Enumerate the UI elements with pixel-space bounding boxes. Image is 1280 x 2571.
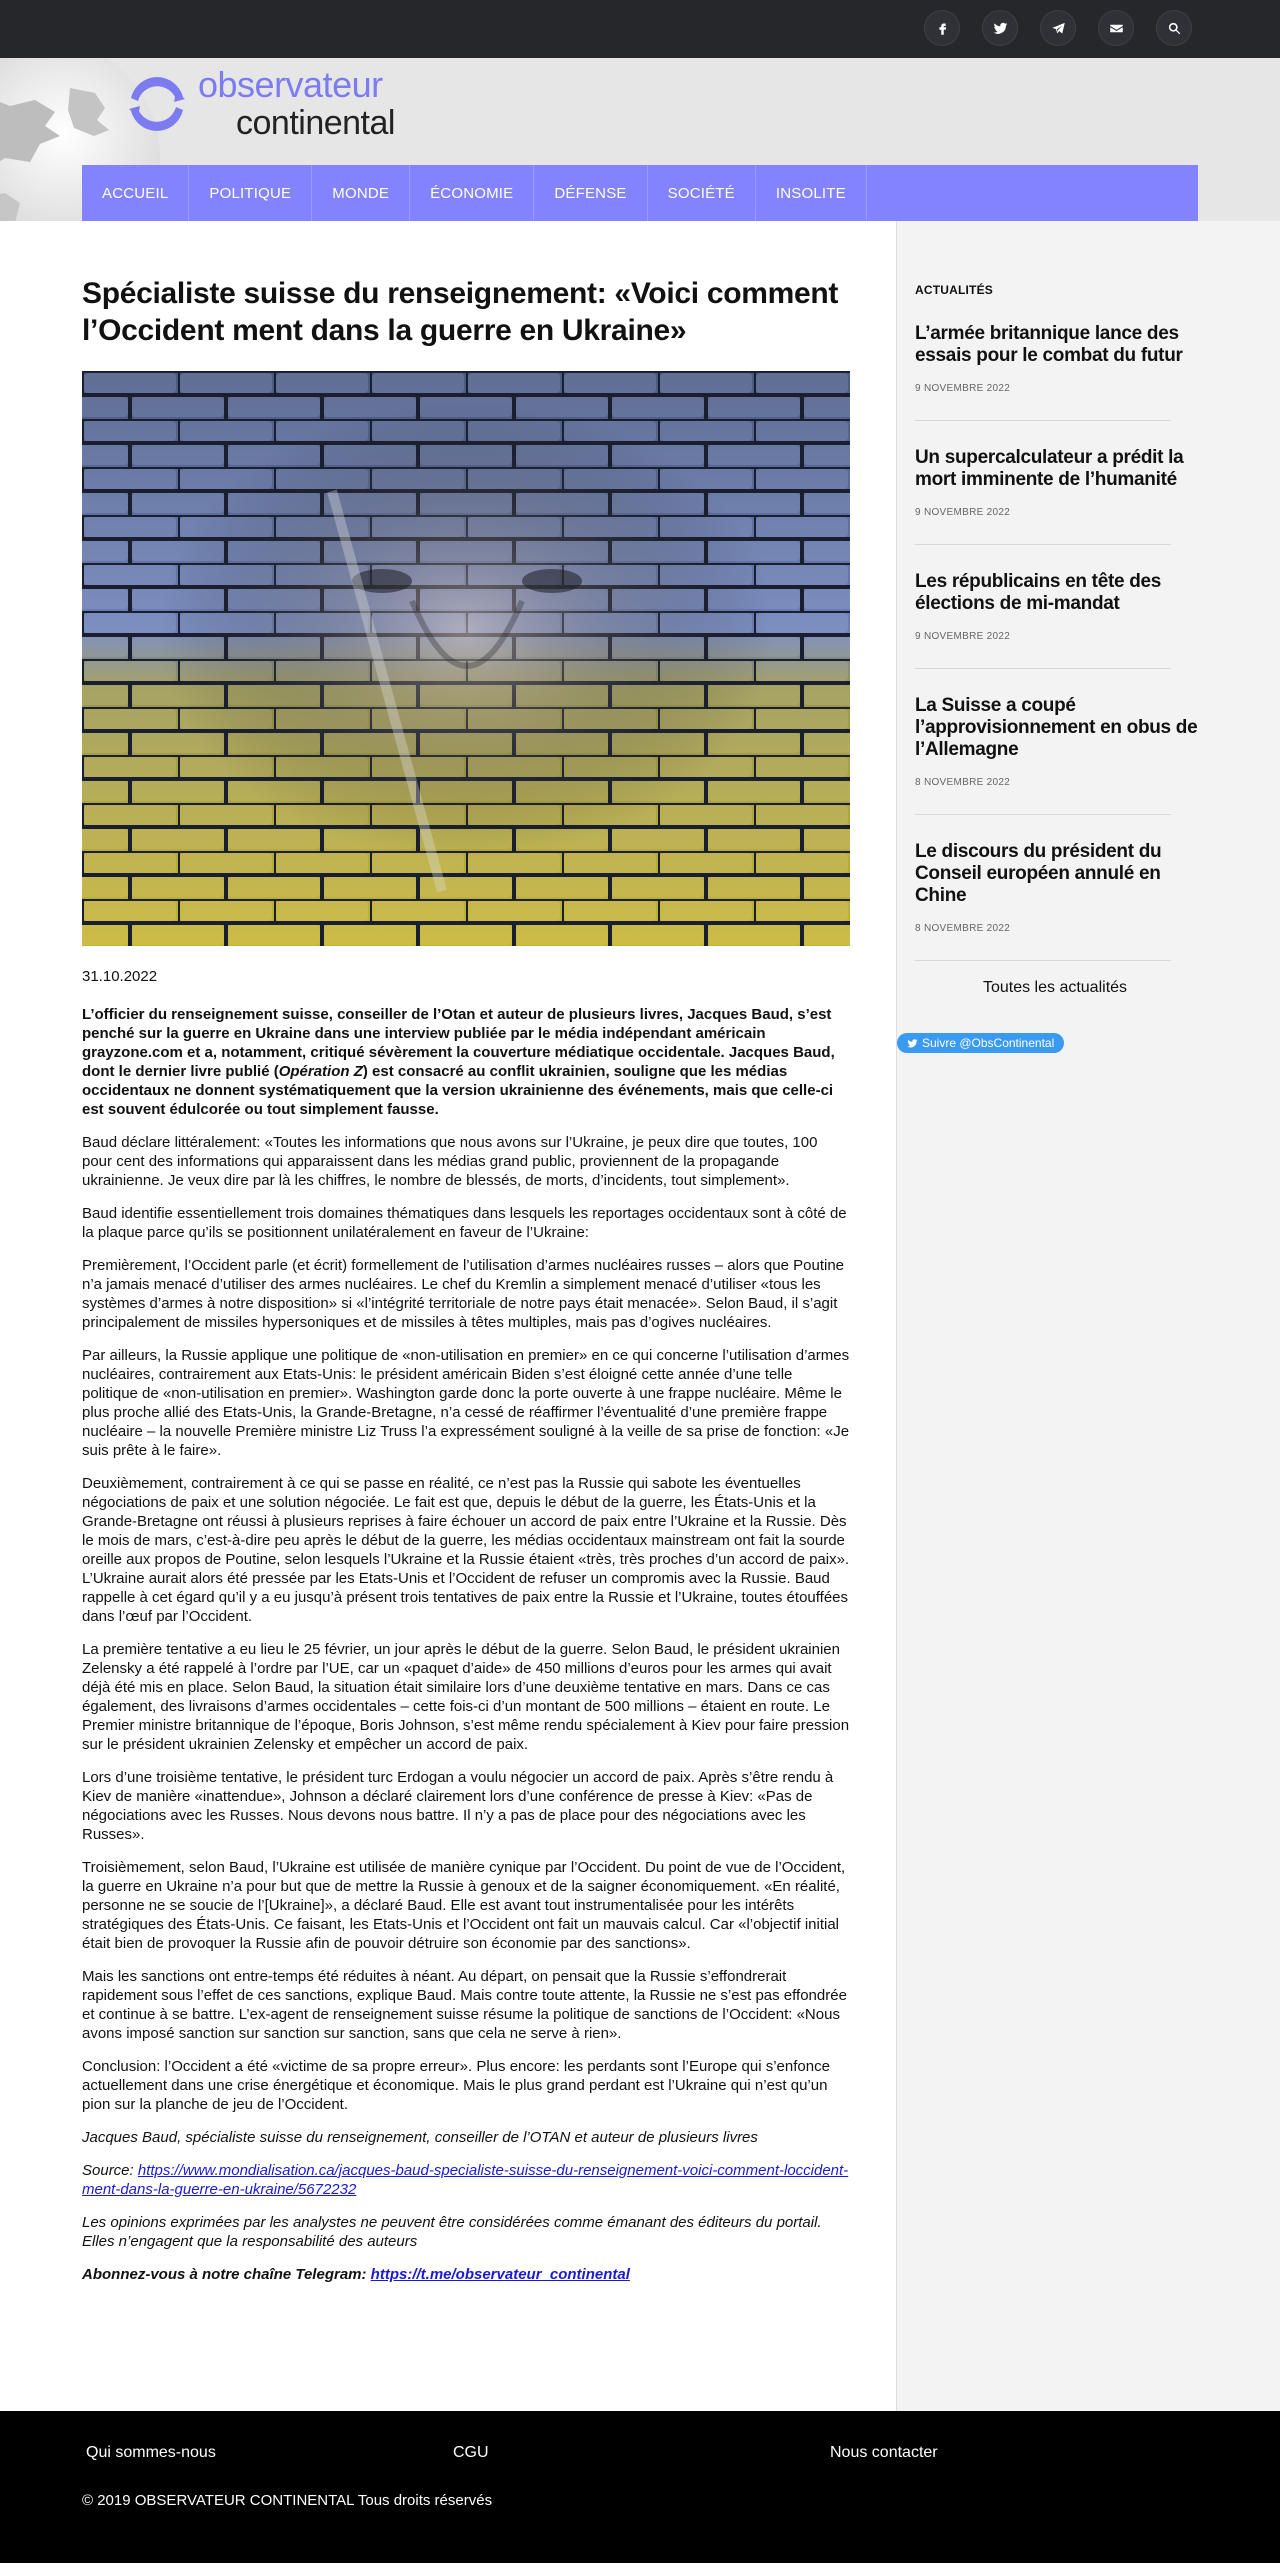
- article-paragraph: Baud identifie essentiellement trois domaines thématiques dans lesquels les reportages occidentaux sont à côté de la plaque parce qu’ils se positionnent unilatéralement en faveur de l’Ukraine:: [82, 1205, 847, 1241]
- article-paragraph: Mais les sanctions ont entre-temps été réduites à néant. Au départ, on pensait que la Russie s’effondrerait rapidement sous l’effet de ces sanctions, explique Baud. Mais contre toute attente, la Russie ne s’est pas effondrée et continue à se battre. L’ex-agent de renseignement suisse résume la politique de sanctions de l’Occident: «Nous avons imposé sanction sur sanction sur sanction, sans que cela ne serve à rien».: [82, 1968, 847, 2042]
- sidebar-heading: ACTUALITÉS: [915, 283, 993, 297]
- search-icon: [1167, 21, 1182, 36]
- article-paragraph: Par ailleurs, la Russie applique une politique de «non-utilisation en premier» en ce qui concerne l’utilisation d’armes nucléaires, contrairement aux Etats-Unis: le président américain Biden s’est éloigné cette année d’une telle politique de «non-utilisation en premier». Washington garde donc la porte ouverte à une frappe nucléaire. Même le plus proche allié des Etats-Unis, la Grande-Bretagne, n’a cessé de réaffirmer l’éventualité d’une première frappe nucléaire – la nouvelle Première ministre Liz Truss l’a expressément souligné à la veille de sa prise de fonction: «Je suis prête à le faire».: [82, 1347, 850, 1459]
- news-item[interactable]: [915, 545, 1171, 669]
- news-item[interactable]: [915, 297, 1183, 421]
- telegram-label: Abonnez-vous à notre chaîne Telegram:: [82, 2266, 371, 2283]
- logo-text-line1: observateur: [198, 64, 383, 105]
- news-date: 9 NOVEMBRE 2022: [915, 631, 1011, 642]
- all-news-link[interactable]: Toutes les actualités: [982, 979, 1128, 996]
- article-lead: [82, 1005, 850, 1119]
- search-button[interactable]: [1156, 10, 1192, 46]
- logo-arrows-icon: [124, 71, 190, 137]
- twitter-link[interactable]: [982, 10, 1018, 46]
- lead-text-2: ) est consacré au conflit ukrainien, souligne que les médias occidentaux ne donnent systématiquement que la version ukrainienne des événements, mais que celle-ci est souvent édulcorée ou tout simplement fausse.: [82, 1063, 834, 1118]
- article-body: [82, 1005, 896, 2284]
- news-item[interactable]: [915, 421, 1184, 545]
- news-title[interactable]: Les républicains en tête des élections de mi-mandat: [915, 571, 1162, 614]
- nav-defense[interactable]: DÉFENSE: [534, 165, 647, 221]
- nav-accueil[interactable]: ACCUEIL: [82, 165, 189, 221]
- main-nav: [82, 165, 1198, 221]
- mail-icon: [1109, 21, 1124, 36]
- twitter-follow-button[interactable]: [897, 1033, 1064, 1053]
- telegram-link[interactable]: [1040, 10, 1076, 46]
- article-paragraph: Conclusion: l’Occident a été «victime de sa propre erreur». Plus encore: les perdants sont l’Europe qui s’enfonce actuellement dans une crise énergétique et économique. Mais le plus grand perdant est l’Ukraine qui n’est qu’un pion sur la planche de jeu de l’Occident.: [82, 2058, 830, 2113]
- article-paragraph: Premièrement, l’Occident parle (et écrit) formellement de l’utilisation d’armes nucléaires russes – alors que Poutine n’a jamais menacé d’utiliser des armes nucléaires. Le chef du Kremlin a simplement menacé d’utiliser «tous les systèmes d’armes à notre disposition» si «l’intégrité territoriale de notre pays était menacée». Selon Baud, il s’agit principalement de missiles hypersoniques et de missiles à têtes multiples, mais pas d’ogives nucléaires.: [82, 1257, 844, 1331]
- site-header: [0, 58, 1280, 221]
- article-paragraph: La première tentative a eu lieu le 25 février, un jour après le début de la guerre. Selon Baud, le président ukrainien Zelensky a été rappelé à l’ordre par l’UE, car un «paquet d’aide» de 450 millions d’euros pour les armes qui avait déjà été mis en place. Selon Baud, la situation était similaire lors d’une deuxième tentative en mars. Dans ce cas également, des livraisons d’armes occidentales – cette fois-ci d’un montant de 500 millions – étaient en route. Le Premier ministre britannique de l’époque, Boris Johnson, s’est même rendu spécialement à Kiev pour faire pression sur le président ukrainien Zelensky et empêcher un accord de paix.: [82, 1641, 850, 1753]
- footer-contact-link[interactable]: Nous contacter: [830, 2444, 938, 2461]
- footer-copyright: © 2019 OBSERVATEUR CONTINENTAL Tous droits réservés: [82, 2492, 493, 2509]
- article-hero-image: [82, 371, 850, 946]
- article-paragraph: Troisièmement, selon Baud, l’Ukraine est utilisée de manière cynique par l’Occident. Du point de vue de l’Occident, la guerre en Ukraine n’a pour but que de mettre la Russie à genoux et de la saigner économiquement. «En réalité, personne ne se soucie de l’[Ukraine]», a déclaré Baud. Elle est avant tout instrumentalisée pour les intérêts stratégiques des États-Unis. Ce faisant, les Etats-Unis et l’Occident ont fait un mauvais calcul. Car «l’objectif initial était bien de provoquer la Russie afin de pouvoir détruire son économie par des sanctions».: [82, 1859, 846, 1952]
- follow-label: Suivre @ObsContinental: [922, 1036, 1055, 1050]
- news-title[interactable]: La Suisse a coupé l’approvisionnement en obus de l’Allemagne: [915, 695, 1198, 760]
- mail-link[interactable]: [1098, 10, 1134, 46]
- source-link[interactable]: https://www.mondialisation.ca/jacques-baud-specialiste-suisse-du-renseignement-voici-comment-loccident-ment-dans-la-guerre-en-ukraine/5672232: [82, 2162, 849, 2198]
- lead-book-title: Opération Z: [278, 1063, 363, 1080]
- nav-monde[interactable]: MONDE: [312, 165, 410, 221]
- telegram-channel-link[interactable]: https://t.me/observateur_continental: [370, 2266, 630, 2283]
- top-bar: [0, 0, 1280, 58]
- news-date: 8 NOVEMBRE 2022: [915, 923, 1011, 934]
- site-logo[interactable]: [124, 64, 395, 142]
- source-line: [82, 2161, 850, 2199]
- article-paragraph: Baud déclare littéralement: «Toutes les informations que nous avons sur l’Ukraine, je peux dire que toutes, 100 pour cent des informations qui apparaissent dans les médias grand public, proviennent de la propagande ukrainienne. Je veux dire par là les chiffres, le nombre de blessés, de morts, d’incidents, tout simplement».: [82, 1134, 818, 1189]
- telegram-icon: [1051, 21, 1066, 36]
- nav-societe[interactable]: SOCIÉTÉ: [648, 165, 756, 221]
- disclaimer: Les opinions exprimées par les analystes ne peuvent être considérées comme émanant des éditeurs du portail. Elles n’engagent que la responsabilité des auteurs: [82, 2214, 822, 2250]
- twitter-icon: [907, 1038, 918, 1049]
- source-label: Source:: [82, 2162, 138, 2179]
- site-footer: [0, 2411, 1280, 2563]
- article-column: [0, 221, 896, 2411]
- article-title: Spécialiste suisse du renseignement: «Voici comment l’Occident ment dans la guerre en Ukraine»: [82, 277, 839, 347]
- social-links: [924, 10, 1192, 46]
- news-date: 8 NOVEMBRE 2022: [915, 777, 1011, 788]
- lead-text-1: L’officier du renseignement suisse, conseiller de l’Otan et auteur de plusieurs livres, Jacques Baud, s’est penché sur la guerre en Ukraine dans une interview publiée par le média indépendant américain grayzone.com et a, notamment, critiqué sévèrement la couverture médiatique occidentale. Jacques Baud, dont le dernier livre publié (: [82, 1006, 835, 1080]
- news-item[interactable]: [915, 669, 1198, 815]
- news-title[interactable]: Un supercalculateur a prédit la mort imminente de l’humanité: [915, 447, 1184, 490]
- facebook-link[interactable]: [924, 10, 960, 46]
- brick-wall-image: [82, 371, 850, 946]
- footer-about-link[interactable]: Qui sommes-nous: [86, 2444, 216, 2461]
- author-line: Jacques Baud, spécialiste suisse du renseignement, conseiller de l’OTAN et auteur de plusieurs livres: [82, 2129, 758, 2146]
- telegram-line: [82, 2265, 850, 2284]
- article-paragraph: Deuxièmement, contrairement à ce qui se passe en réalité, ce n’est pas la Russie qui sabote les éventuelles négociations de paix et une solution négociée. Le fait est que, depuis le début de la guerre, les États-Unis et la Grande-Bretagne ont réussi à plusieurs reprises à faire échouer un accord de paix entre l’Ukraine et la Russie. Dès le mois de mars, c’est-à-dire peu après le début de la guerre, les médias occidentaux mainstream ont fait la sourde oreille aux propos de Poutine, selon lesquels l’Ukraine et la Russie étaient «très, très proches d’un accord de paix». L’Ukraine aurait alors été pressée par les Etats-Unis et l’Occident de refuser un compromis avec la Russie. Baud rappelle à cet égard qu’il y a eu jusqu’à présent trois tentatives de paix entre la Russie et l’Ukraine, toutes étouffées dans l’œuf par l’Occident.: [82, 1475, 850, 1625]
- article-date: 31.10.2022: [82, 968, 158, 985]
- nav-insolite[interactable]: INSOLITE: [756, 165, 867, 221]
- footer-cgu-link[interactable]: CGU: [453, 2444, 489, 2461]
- news-date: 9 NOVEMBRE 2022: [915, 383, 1011, 394]
- nav-economie[interactable]: ÉCONOMIE: [410, 165, 534, 221]
- logo-text-line2: continental: [236, 104, 395, 142]
- nav-politique[interactable]: POLITIQUE: [189, 165, 312, 221]
- twitter-icon: [993, 21, 1008, 36]
- news-title[interactable]: Le discours du président du Conseil européen annulé en Chine: [915, 841, 1162, 906]
- news-date: 9 NOVEMBRE 2022: [915, 507, 1011, 518]
- sidebar: [896, 221, 1280, 2411]
- news-item[interactable]: [915, 815, 1171, 961]
- facebook-icon: [935, 21, 950, 36]
- article-paragraph: Lors d’une troisième tentative, le président turc Erdogan a voulu négocier un accord de paix. Après s’être rendu à Kiev de manière «inattendue», Johnson a déclaré clairement lors d’une conférence de presse à Kiev: «Pas de négociations avec les Russes. Nous devons nous battre. Il n’y a pas de place pour des négociations avec les Russes».: [82, 1769, 834, 1843]
- news-title[interactable]: L’armée britannique lance des essais pour le combat du futur: [915, 323, 1183, 366]
